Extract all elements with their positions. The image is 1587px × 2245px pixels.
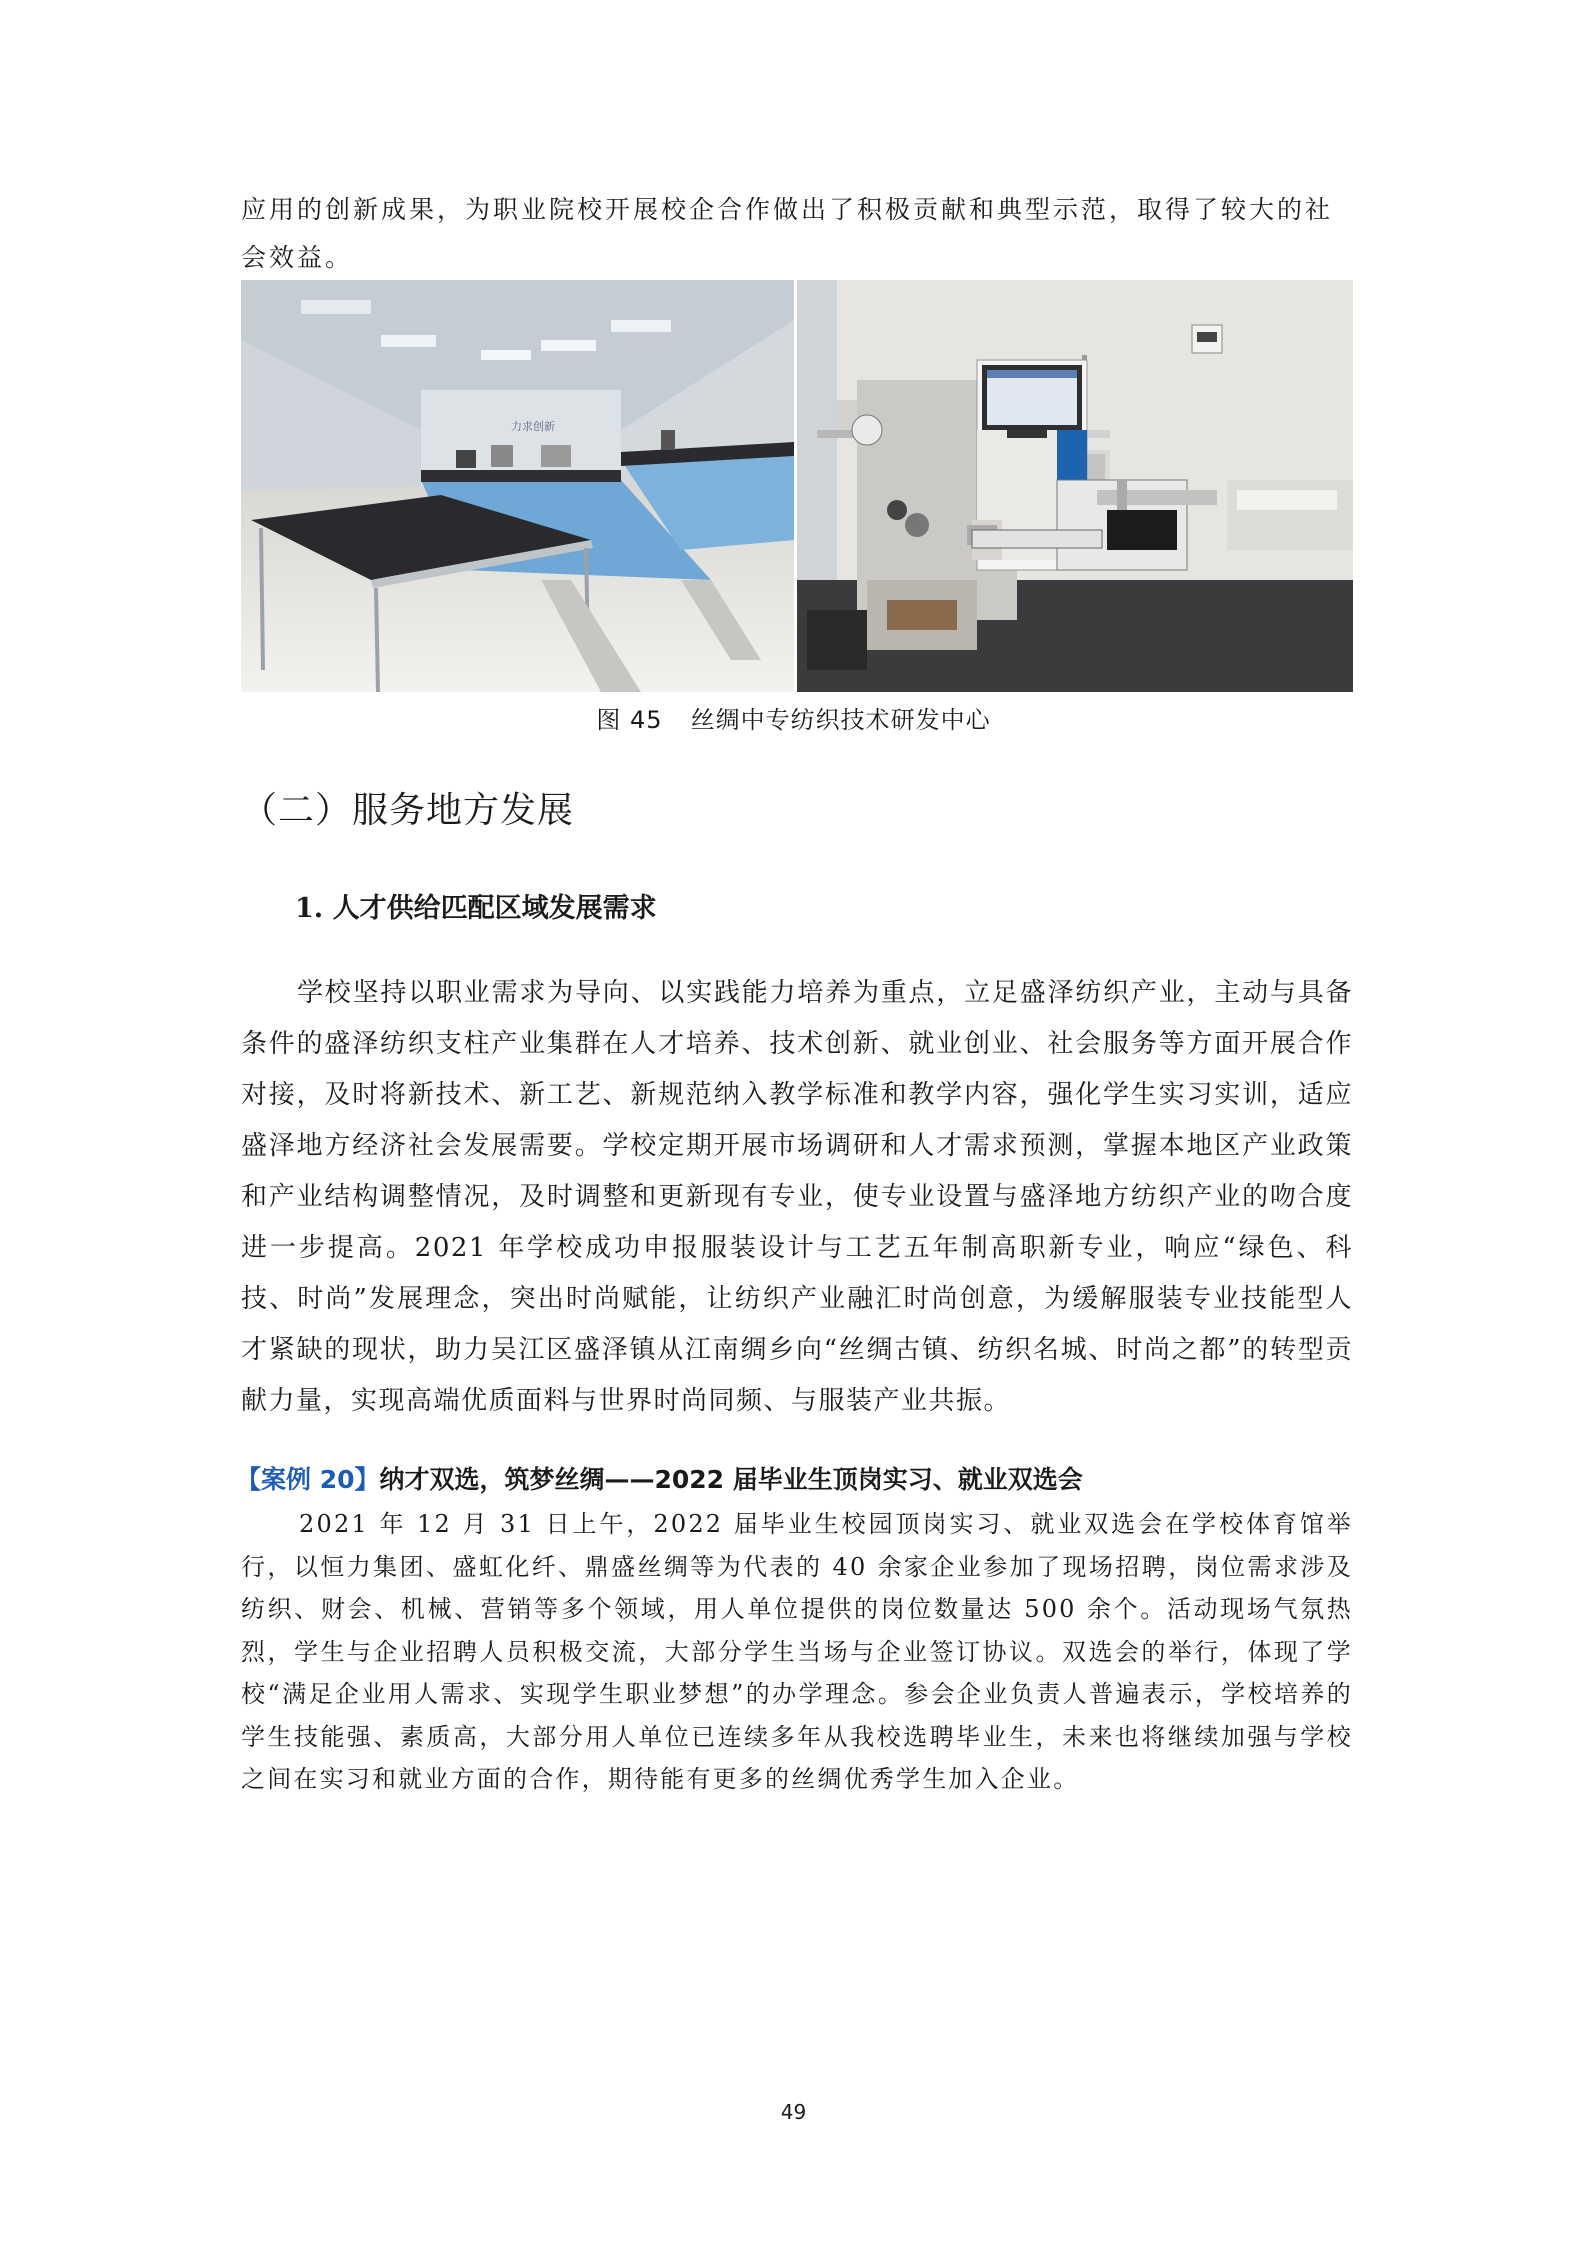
figure-caption bbox=[0, 700, 1587, 735]
body-paragraph: 学校坚持以职业需求为导向、以实践能力培养为重点，立足盛泽纺织产业，主动与具备条件的盛泽纺织支柱产业集群在人才培养、技术创新、就业创业、社会服务等方面开展合作对接，及时将新技术、新工艺、新规范纳入教学标准和教学内容，强化学生实习实训，适应盛泽地方经济社会发展需要。学校定期开展市场调研和人才需求预测，掌握本地区产业政策和产业结构调整情况，及时调整和更新现有专业，使专业设置与盛泽地方纺织产业的吻合度进一步提高。2021 年学校成功申报服装设计与工艺五年制高职新专业，响应“绿色、科技、时尚”发展理念，突出时尚赋能，让纺织产业融汇时尚创意，为缓解服装专业技能型人才紧缺的现状，助力吴江区盛泽镇从江南绸乡向“丝绸古镇、纺织名城、时尚之都”的转型贡献力量，实现高端优质面料与世界时尚同频、与服装产业共振。 bbox=[241, 978, 1353, 1416]
case-title bbox=[236, 1460, 1083, 1496]
figure-number: 图 45 bbox=[596, 706, 663, 734]
figure-45 bbox=[241, 280, 1353, 692]
lab-interior-photo bbox=[241, 280, 794, 692]
wall-slogan-text: 力求创新 bbox=[511, 420, 555, 433]
case-paragraph: 2021 年 12 月 31 日上午，2022 届毕业生校园顶岗实习、就业双选会在学校体育馆举行，以恒力集团、盛虹化纤、鼎盛丝绸等为代表的 40 余家企业参加了现场招聘，岗位需求涉及纺织、财会、机械、营销等多个领域，用人单位提供的岗位数量达 500 余个。活动现场气氛热烈，学生与企业招聘人员积极交流，大部分学生当场与企业签订协议。双选会的举行，体现了学校“满足企业用人需求、实现学生职业梦想”的办学理念。参会企业负责人普遍表示，学校培养的学生技能强、素质高，大部分用人单位已连续多年从我校选聘毕业生，未来也将继续加强与学校之间在实习和就业方面的合作，期待能有更多的丝绸优秀学生加入企业。 bbox=[241, 1510, 1353, 1793]
section-heading: （二）服务地方发展 bbox=[241, 790, 575, 831]
case-tag: 【案例 20】 bbox=[236, 1465, 380, 1494]
sub-heading: 1. 人才供给匹配区域发展需求 bbox=[295, 893, 657, 924]
figure-title: 丝绸中专纺织技术研发中心 bbox=[690, 706, 991, 734]
case-heading: 纳才双选，筑梦丝绸——2022 届毕业生顶岗实习、就业双选会 bbox=[379, 1465, 1083, 1494]
intro-paragraph: 应用的创新成果，为职业院校开展校企合作做出了积极贡献和典型示范，取得了较大的社会效益。 bbox=[241, 195, 1334, 272]
test-instrument-photo bbox=[797, 280, 1353, 692]
page-number: 49 bbox=[780, 2100, 807, 2124]
